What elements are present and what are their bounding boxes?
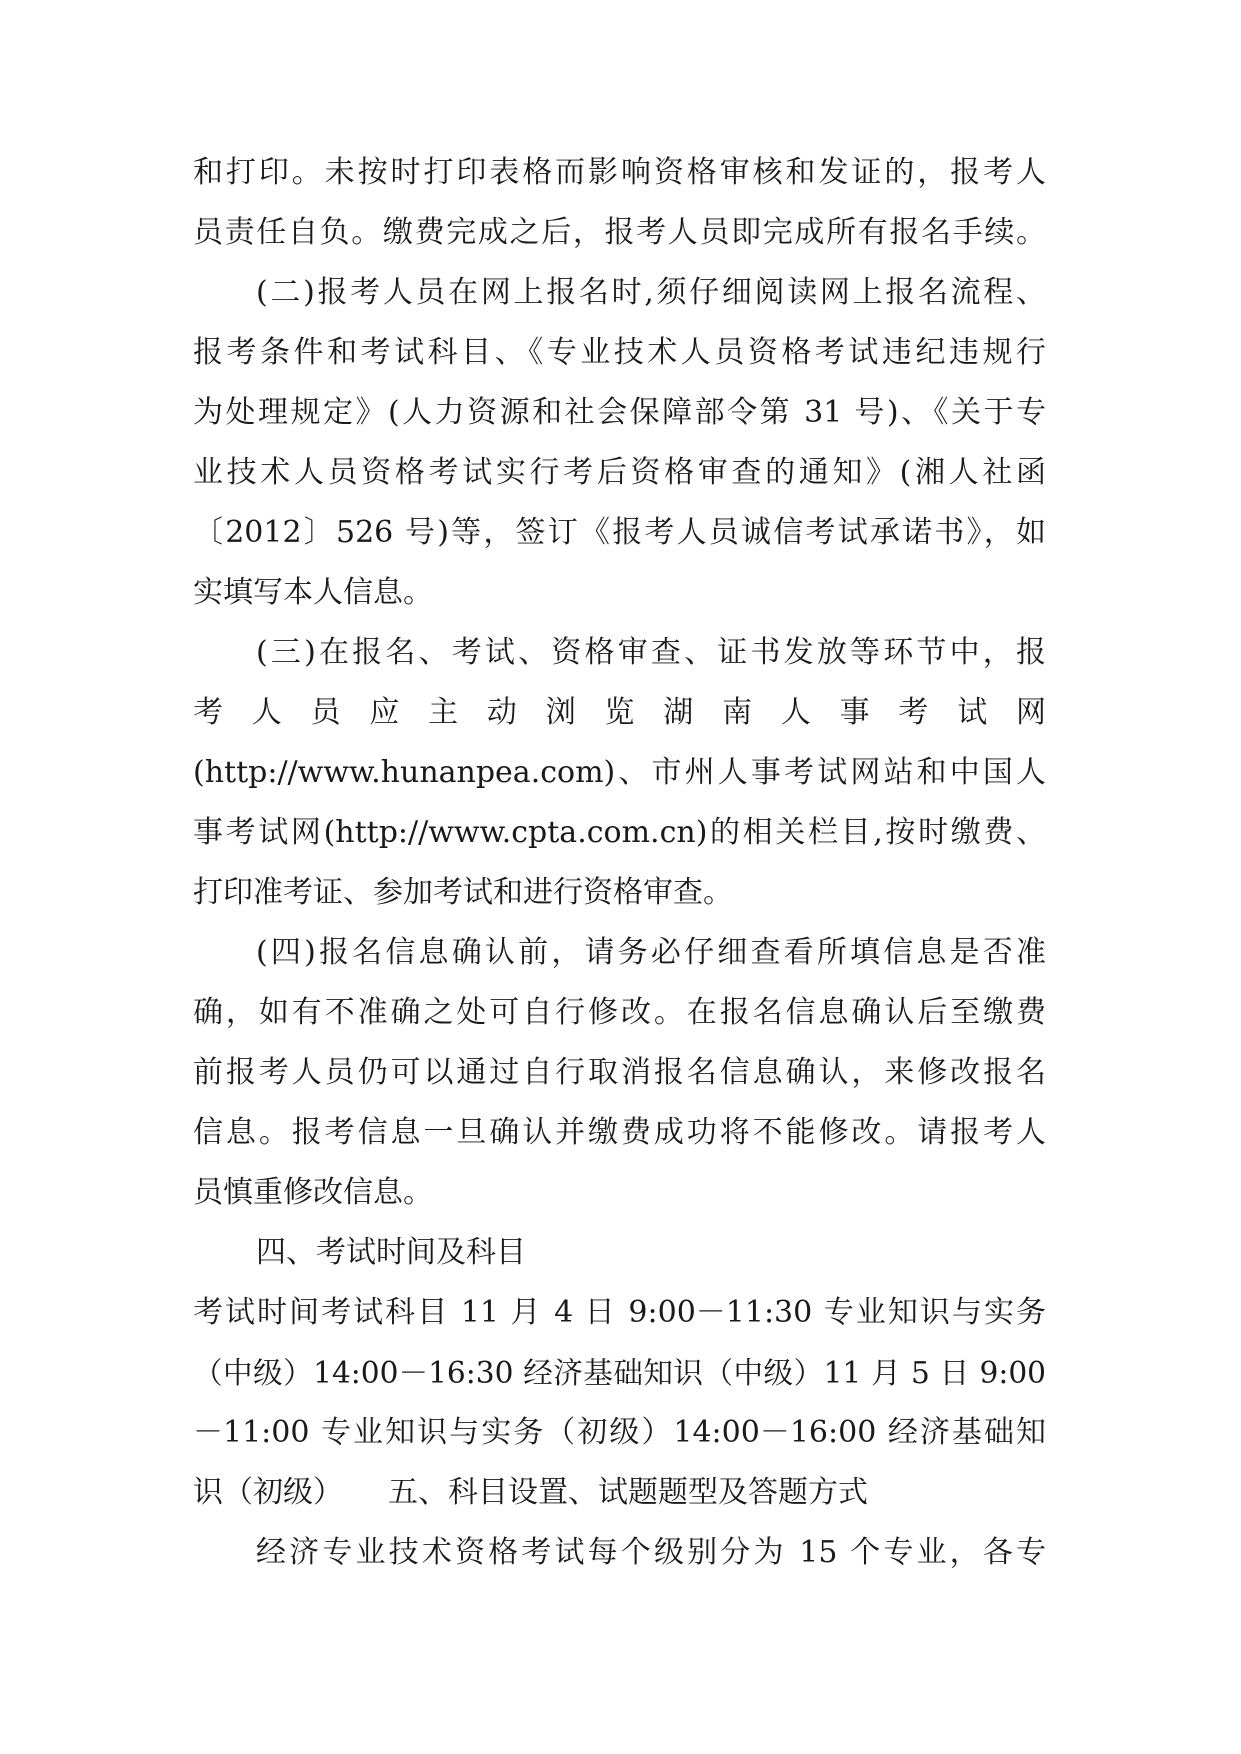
text-line: －11:00 专业知识与实务（初级）14:00－16:00 经济基础知 xyxy=(193,1415,1046,1450)
text-line: 识（初级） 五、科目设置、试题题型及答题方式 xyxy=(193,1475,868,1510)
text-line: 实填写本人信息。 xyxy=(193,575,433,610)
text-line: 〔2012〕526 号)等，签订《报考人员诚信考试承诺书》，如 xyxy=(193,515,1046,550)
text-line: 事考试网(http://www.cpta.com.cn)的相关栏目,按时缴费、 xyxy=(193,815,1046,850)
text-line: 报考条件和考试科目、《专业技术人员资格考试违纪违规行 xyxy=(193,335,1046,370)
text-line: 业技术人员资格考试实行考后资格审查的通知》(湘人社函 xyxy=(193,455,1046,490)
paragraph-start-line: 经济专业技术资格考试每个级别分为 15 个专业，各专 xyxy=(256,1535,1046,1570)
text-line: 员责任自负。缴费完成之后，报考人员即完成所有报名手续。 xyxy=(193,215,1046,250)
text-line: (http://www.hunanpea.com)、市州人事考试网站和中国人 xyxy=(193,755,1046,790)
text-line: 为处理规定》(人力资源和社会保障部令第 31 号)、《关于专 xyxy=(193,395,1046,430)
text-line: （中级）14:00－16:30 经济基础知识（中级）11 月 5 日 9:00 xyxy=(193,1356,1046,1390)
text-line: 和打印。未按时打印表格而影响资格审核和发证的，报考人 xyxy=(193,155,1046,190)
section-heading: 四、考试时间及科目 xyxy=(256,1235,526,1270)
paragraph-start-line: (四)报名信息确认前，请务必仔细查看所填信息是否准 xyxy=(256,935,1046,970)
text-line: 考人员应主动浏览湖南人事考试网 xyxy=(193,695,1046,730)
text-line: 打印准考证、参加考试和进行资格审查。 xyxy=(193,875,733,910)
text-line: 员慎重修改信息。 xyxy=(193,1175,433,1210)
text-line: 确，如有不准确之处可自行修改。在报名信息确认后至缴费 xyxy=(193,995,1046,1030)
paragraph-start-line: (三)在报名、考试、资格审查、证书发放等环节中，报 xyxy=(256,635,1046,670)
text-line: 前报考人员仍可以通过自行取消报名信息确认，来修改报名 xyxy=(193,1055,1046,1090)
paragraph-start-line: (二)报考人员在网上报名时,须仔细阅读网上报名流程、 xyxy=(256,275,1046,310)
text-line: 信息。报考信息一旦确认并缴费成功将不能修改。请报考人 xyxy=(193,1115,1046,1150)
text-line: 考试时间考试科目 11 月 4 日 9:00－11:30 专业知识与实务 xyxy=(193,1295,1046,1330)
